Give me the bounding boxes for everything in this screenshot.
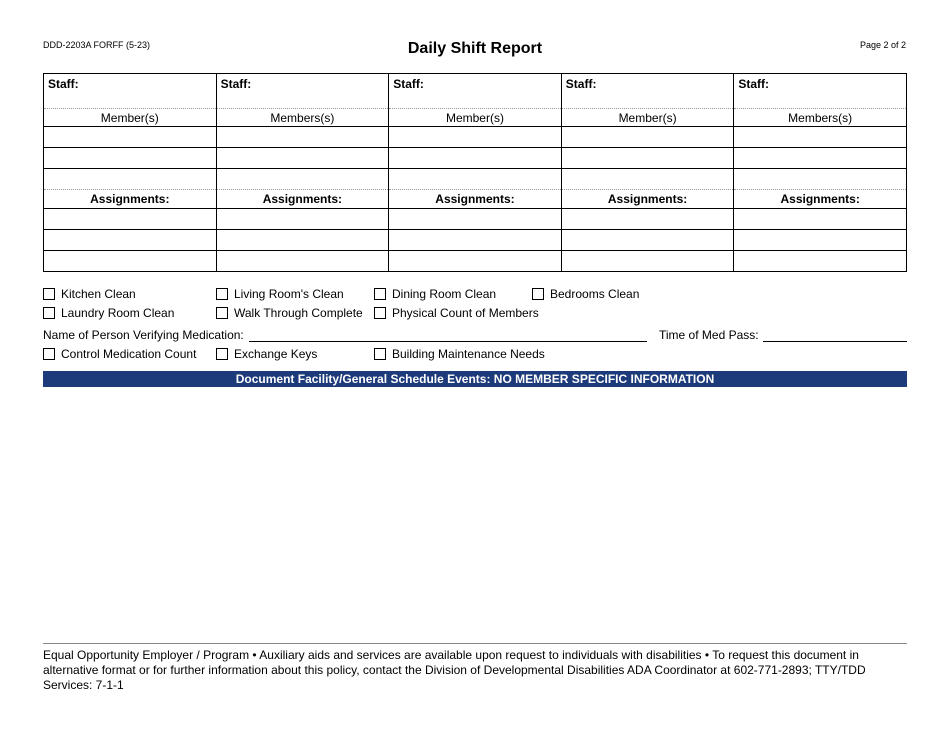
members-header-4: Member(s) xyxy=(561,109,734,127)
member-entry-cell[interactable] xyxy=(734,169,907,190)
medication-verifier-field[interactable] xyxy=(249,341,647,342)
control-medication-count-checkbox[interactable] xyxy=(43,347,196,361)
checkbox-icon[interactable] xyxy=(216,288,228,300)
physical-count-label: Physical Count of Members xyxy=(392,306,539,320)
assignment-entry-cell[interactable] xyxy=(44,209,217,230)
checkbox-icon[interactable] xyxy=(43,307,55,319)
assignment-entry-cell[interactable] xyxy=(389,251,562,272)
assignment-entry-cell[interactable] xyxy=(734,230,907,251)
kitchen-clean-label: Kitchen Clean xyxy=(61,287,136,301)
assignment-entry-cell[interactable] xyxy=(561,230,734,251)
member-entry-cell[interactable] xyxy=(216,127,389,148)
assignments-header-row xyxy=(44,190,907,209)
checkbox-icon[interactable] xyxy=(43,348,55,360)
time-of-med-pass-field[interactable] xyxy=(763,341,907,342)
member-entry-row xyxy=(44,148,907,169)
dining-room-clean-label: Dining Room Clean xyxy=(392,287,497,301)
building-maintenance-label: Building Maintenance Needs xyxy=(392,347,545,361)
member-entry-cell[interactable] xyxy=(561,127,734,148)
assignment-entry-cell[interactable] xyxy=(389,230,562,251)
assignment-entry-cell[interactable] xyxy=(216,230,389,251)
events-banner: Document Facility/General Schedule Events: NO MEMBER SPECIFIC INFORMATION xyxy=(43,371,907,387)
member-entry-cell[interactable] xyxy=(44,148,217,169)
members-header-5: Members(s) xyxy=(734,109,907,127)
page-number: Page 2 of 2 xyxy=(859,40,906,50)
checkbox-icon[interactable] xyxy=(374,348,386,360)
staff-field-3[interactable]: Staff: xyxy=(389,74,562,109)
footer-text: Equal Opportunity Employer / Program • Auxiliary aids and services are available upon request to individuals with disabilities • To request this document in alternative format or for further information about this policy, contact the Division of Developmental Disabilities ADA Coordinator at 602-771-2893; TTY/TDD Services: 7-1-1 xyxy=(43,648,866,692)
shift-grid xyxy=(43,73,907,272)
staff-field-4[interactable]: Staff: xyxy=(561,74,734,109)
assignment-entry-cell[interactable] xyxy=(44,251,217,272)
member-entry-row xyxy=(44,127,907,148)
checkbox-icon[interactable] xyxy=(216,307,228,319)
walk-through-complete-checkbox[interactable] xyxy=(216,306,363,320)
checkbox-icon[interactable] xyxy=(532,288,544,300)
member-entry-cell[interactable] xyxy=(216,169,389,190)
assignment-entry-cell[interactable] xyxy=(216,251,389,272)
assignments-header-5: Assignments: xyxy=(734,190,907,209)
staff-row xyxy=(44,74,907,109)
exchange-keys-label: Exchange Keys xyxy=(234,347,318,361)
kitchen-clean-checkbox[interactable] xyxy=(43,287,136,301)
bedrooms-clean-checkbox[interactable] xyxy=(532,287,639,301)
assignment-entry-cell[interactable] xyxy=(561,209,734,230)
member-entry-row xyxy=(44,169,907,190)
assignment-entry-cell[interactable] xyxy=(389,209,562,230)
assignment-entry-cell[interactable] xyxy=(44,230,217,251)
assignment-entry-cell[interactable] xyxy=(734,209,907,230)
dining-room-clean-checkbox[interactable] xyxy=(374,287,496,301)
member-entry-cell[interactable] xyxy=(389,169,562,190)
building-maintenance-checkbox[interactable] xyxy=(374,347,545,361)
member-entry-cell[interactable] xyxy=(389,148,562,169)
staff-field-2[interactable]: Staff: xyxy=(216,74,389,109)
assignment-entry-row xyxy=(44,251,907,272)
checkbox-icon[interactable] xyxy=(374,307,386,319)
time-of-med-pass-label: Time of Med Pass: xyxy=(659,328,759,342)
member-entry-cell[interactable] xyxy=(44,127,217,148)
form-code: DDD-2203A FORFF (5-23) xyxy=(43,40,151,50)
members-header-1: Member(s) xyxy=(44,109,217,127)
exchange-keys-checkbox[interactable] xyxy=(216,347,317,361)
member-entry-cell[interactable] xyxy=(44,169,217,190)
page-title: Daily Shift Report xyxy=(407,40,543,57)
members-header-2: Members(s) xyxy=(216,109,389,127)
checkbox-icon[interactable] xyxy=(216,348,228,360)
member-entry-cell[interactable] xyxy=(734,127,907,148)
assignment-entry-row xyxy=(44,209,907,230)
assignments-header-2: Assignments: xyxy=(216,190,389,209)
member-entry-cell[interactable] xyxy=(561,169,734,190)
assignment-entry-row xyxy=(44,230,907,251)
laundry-room-clean-checkbox[interactable] xyxy=(43,306,174,320)
staff-field-5[interactable]: Staff: xyxy=(734,74,907,109)
member-entry-cell[interactable] xyxy=(216,148,389,169)
medication-verifier-label: Name of Person Verifying Medication: xyxy=(43,328,244,342)
medication-row xyxy=(43,328,907,342)
walk-through-complete-label: Walk Through Complete xyxy=(234,306,363,320)
staff-field-1[interactable]: Staff: xyxy=(44,74,217,109)
laundry-room-clean-label: Laundry Room Clean xyxy=(61,306,175,320)
assignment-entry-cell[interactable] xyxy=(561,251,734,272)
assignments-header-3: Assignments: xyxy=(389,190,562,209)
checkbox-icon[interactable] xyxy=(43,288,55,300)
assignments-header-4: Assignments: xyxy=(561,190,734,209)
physical-count-checkbox[interactable] xyxy=(374,306,539,320)
footer-divider xyxy=(43,643,907,644)
member-entry-cell[interactable] xyxy=(561,148,734,169)
living-room-clean-checkbox[interactable] xyxy=(216,287,344,301)
assignment-entry-cell[interactable] xyxy=(216,209,389,230)
members-header-3: Member(s) xyxy=(389,109,562,127)
assignments-header-1: Assignments: xyxy=(44,190,217,209)
member-entry-cell[interactable] xyxy=(734,148,907,169)
bedrooms-clean-label: Bedrooms Clean xyxy=(550,287,640,301)
members-header-row xyxy=(44,109,907,127)
checkbox-icon[interactable] xyxy=(374,288,386,300)
living-room-clean-label: Living Room's Clean xyxy=(234,287,344,301)
control-medication-count-label: Control Medication Count xyxy=(61,347,197,361)
member-entry-cell[interactable] xyxy=(389,127,562,148)
assignment-entry-cell[interactable] xyxy=(734,251,907,272)
